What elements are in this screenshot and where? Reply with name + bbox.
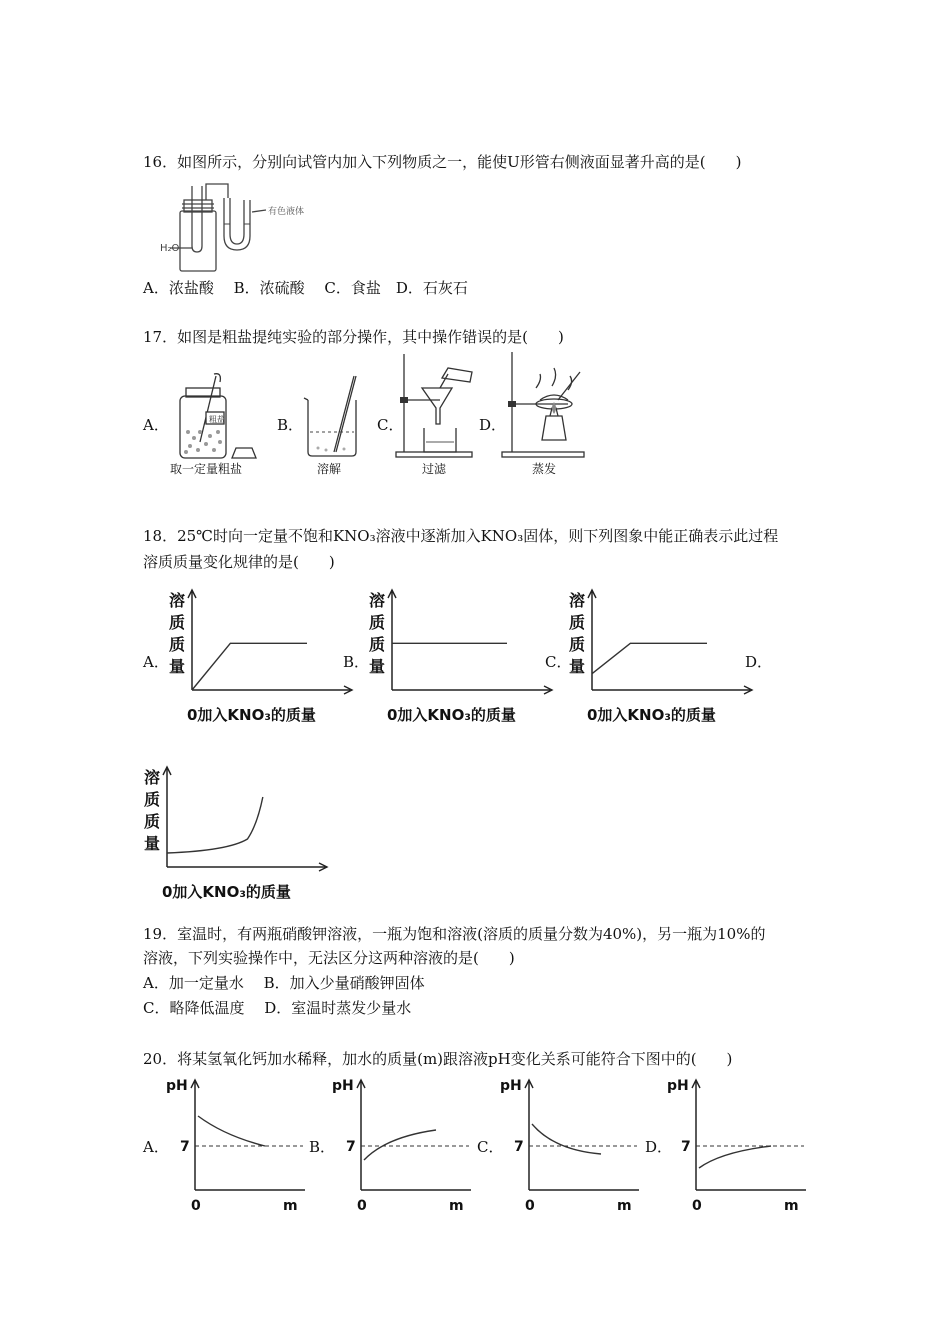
q16-options: A．浓盐酸 B．浓硫酸 C．食盐 D．石灰石	[143, 279, 468, 297]
q16-stem: 16．如图所示，分别向试管内加入下列物质之一，能使U形管右侧液面显著升高的是( )	[143, 153, 742, 171]
q17-bottle-label: 粗盐	[209, 415, 225, 424]
q20-series-line	[364, 1130, 436, 1160]
origin-label: 0	[357, 1198, 367, 1214]
ph7-tick-label: 7	[180, 1139, 190, 1155]
q20-letter-d: D．	[645, 1138, 673, 1156]
q17-caption-a: 取一定量粗盐	[170, 462, 243, 476]
q18-series-line	[167, 797, 263, 853]
q19-options-line1: A．加一定量水 B．加入少量硝酸钾固体	[143, 974, 425, 992]
y-label-char: 量	[569, 657, 586, 676]
q18-x-label: 0加入KNO₃的质量	[162, 883, 291, 901]
q18-chart-a	[165, 578, 365, 698]
q18-x-label: 0加入KNO₃的质量	[187, 706, 316, 724]
y-label-char: 量	[169, 657, 186, 676]
ph-axis-label: pH	[332, 1078, 354, 1094]
q16-water-label: H₂O	[160, 243, 180, 254]
y-label-char: 溶	[169, 591, 186, 610]
q18-letter-c: C．	[545, 653, 572, 671]
q20-chart-d	[661, 1072, 811, 1217]
q16-liquid-label: 有色液体	[268, 207, 305, 217]
y-label-char: 质	[569, 635, 586, 654]
q18-letter-a: A．	[143, 653, 169, 671]
q18-stem-line2: 溶质质量变化规律的是( )	[143, 553, 335, 571]
m-axis-label: m	[283, 1198, 298, 1214]
q18-chart-b	[365, 578, 565, 698]
q18-chart-d	[140, 755, 340, 875]
q18-x-label: 0加入KNO₃的质量	[387, 706, 516, 724]
q20-letter-c: C．	[477, 1138, 504, 1156]
y-label-char: 质	[144, 790, 161, 809]
q17-letter-c: C．	[377, 416, 404, 434]
q17-letter-b: B．	[277, 416, 304, 434]
y-label-char: 质	[169, 613, 186, 632]
y-label-char: 溶	[144, 768, 161, 787]
y-label-char: 质	[369, 613, 386, 632]
q18-stem-line1: 18．25℃时向一定量不饱和KNO₃溶液中逐渐加入KNO₃固体，则下列图象中能正确表示此过程	[143, 527, 779, 545]
y-label-char: 质	[369, 635, 386, 654]
q17-fig-c-filter	[394, 352, 480, 460]
q17-letter-d: D．	[479, 416, 507, 434]
q18-x-label: 0加入KNO₃的质量	[587, 706, 716, 724]
q16-apparatus-figure	[160, 176, 350, 276]
q20-letter-a: A．	[143, 1138, 169, 1156]
m-axis-label: m	[449, 1198, 464, 1214]
q20-chart-b	[326, 1072, 476, 1217]
q20-series-line	[198, 1116, 265, 1146]
origin-label: 0	[692, 1198, 702, 1214]
q18-letter-d: D．	[745, 653, 773, 671]
ph7-tick-label: 7	[514, 1139, 524, 1155]
origin-label: 0	[525, 1198, 535, 1214]
q19-stem-line1: 19．室温时，有两瓶硝酸钾溶液，一瓶为饱和溶液(溶质的质量分数为40%)，另一瓶为10%的	[143, 925, 766, 943]
q17-stem: 17．如图是粗盐提纯实验的部分操作，其中操作错误的是( )	[143, 328, 564, 346]
q18-series-line	[192, 643, 307, 690]
q19-stem-line2: 溶液，下列实验操作中，无法区分这两种溶液的是( )	[143, 949, 515, 967]
q20-chart-c	[494, 1072, 644, 1217]
y-label-char: 量	[144, 834, 161, 853]
y-label-char: 质	[144, 812, 161, 831]
q17-letter-a: A．	[143, 416, 169, 434]
q20-letter-b: B．	[309, 1138, 336, 1156]
m-axis-label: m	[784, 1198, 799, 1214]
q20-chart-a	[160, 1072, 310, 1217]
y-label-char: 质	[169, 635, 186, 654]
q20-series-line	[699, 1146, 771, 1168]
m-axis-label: m	[617, 1198, 632, 1214]
q17-fig-b-dissolve	[300, 372, 370, 460]
q17-fig-a-take-salt	[170, 372, 270, 460]
ph-axis-label: pH	[166, 1078, 188, 1094]
ph7-tick-label: 7	[346, 1139, 356, 1155]
q17-fig-d-evaporate	[496, 350, 592, 460]
y-label-char: 溶	[569, 591, 586, 610]
q18-chart-c	[565, 578, 765, 698]
q17-caption-d: 蒸发	[532, 462, 557, 476]
q20-stem: 20．将某氢氧化钙加水稀释，加水的质量(m)跟溶液pH变化关系可能符合下图中的( )	[143, 1050, 733, 1068]
q17-caption-b: 溶解	[317, 462, 342, 476]
q19-options-line2: C．略降低温度 D．室温时蒸发少量水	[143, 999, 412, 1017]
y-label-char: 量	[369, 657, 386, 676]
ph-axis-label: pH	[500, 1078, 522, 1094]
y-label-char: 质	[569, 613, 586, 632]
origin-label: 0	[191, 1198, 201, 1214]
q18-series-line	[592, 643, 707, 673]
ph7-tick-label: 7	[681, 1139, 691, 1155]
q20-series-line	[532, 1124, 601, 1154]
y-label-char: 溶	[369, 591, 386, 610]
q18-letter-b: B．	[343, 653, 370, 671]
q17-caption-c: 过滤	[422, 462, 447, 476]
ph-axis-label: pH	[667, 1078, 689, 1094]
